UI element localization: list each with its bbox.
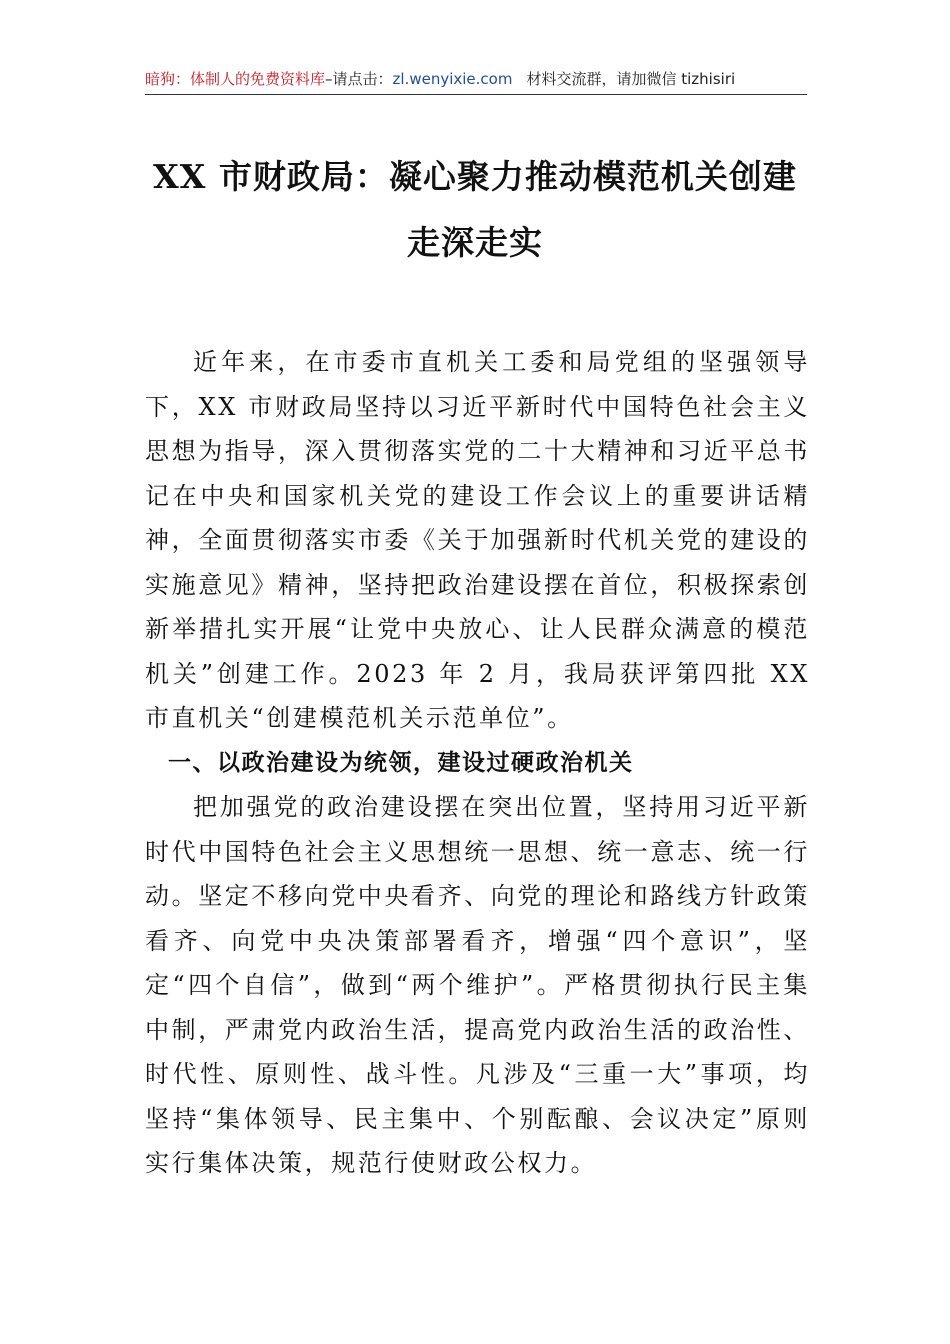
section-1-heading: 一、以政治建设为统领，建设过硬政治机关	[168, 749, 634, 776]
header-url-link[interactable]: zl.wenyixie.com	[392, 70, 513, 88]
document-title-line-1: XX 市财政局：凝心聚力推动模范机关创建	[153, 157, 797, 196]
header-click-prompt: –请点击：	[325, 70, 393, 88]
section-1-paragraph: 把加强党的政治建设摆在突出位置，坚持用习近平新时代中国特色社会主义思想统一思想、统一意志、统一行动。坚定不移向党中央看齐、向党的理论和路线方针政策看齐、向党中央决策部署看齐，增强“四个意识”，坚定“四个自信”，做到“两个维护”。严格贯彻执行民主集中制，严肃党内政治生活，提高党内政治生活的政治性、时代性、原则性、战斗性。凡涉及“三重一大”事项，均坚持“集体领导、民主集中、个别酝酿、会议决定”原则实行集体决策，规范行使财政公权力。	[145, 793, 810, 1177]
header-site-name[interactable]: 暗狗：体制人的免费资料库	[145, 70, 326, 88]
page-header	[145, 64, 807, 95]
document-body	[145, 340, 810, 1186]
intro-paragraph: 近年来，在市委市直机关工委和局党组的坚强领导下，XX 市财政局坚持以习近平新时代中国特色社会主义思想为指导，深入贯彻落实党的二十大精神和习近平总书记在中央和国家机关党的建设工作会议上的重要讲话精神，全面贯彻落实市委《关于加强新时代机关党的建设的实施意见》精神，坚持把政治建设摆在首位，积极探索创新举措扎实开展“让党中央放心、让人民群众满意的模范机关”创建工作。2023 年 2 月，我局获评第四批 XX 市直机关“创建模范机关示范单位”。	[145, 348, 810, 732]
header-group-note: 材料交流群，请加微信 tizhisiri	[526, 70, 736, 88]
document-title-line-2: 走深走实	[407, 223, 543, 262]
